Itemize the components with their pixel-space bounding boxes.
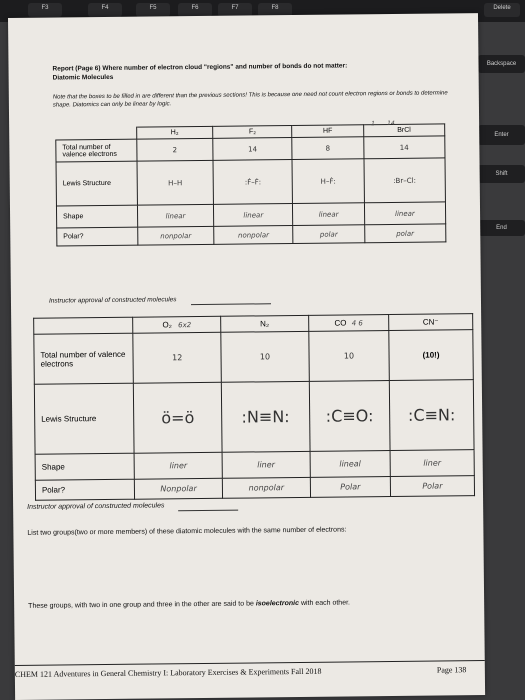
shift-key: Shift bbox=[478, 165, 525, 183]
answer-cell[interactable]: polar bbox=[364, 224, 446, 243]
answer-cell[interactable]: Polar bbox=[310, 477, 390, 498]
answer-cell[interactable]: 8 bbox=[292, 137, 363, 160]
corner-cell bbox=[56, 127, 137, 140]
end-key: End bbox=[478, 220, 525, 236]
instructions-note: Note that the boxes to be filled in are different than the previous sections! This is because one need not count electron regions or bonds to determine shape. Diatomics can only be linear by logic. bbox=[52, 90, 448, 109]
backspace-key: Backspace bbox=[478, 55, 525, 73]
worksheet-page bbox=[8, 13, 485, 700]
answer-cell[interactable]: 14 bbox=[363, 136, 445, 159]
approval-signature-line-1 bbox=[191, 303, 271, 305]
answer-cell[interactable]: linear bbox=[293, 203, 364, 226]
answer-cell[interactable]: liner bbox=[134, 452, 222, 479]
answer-cell[interactable]: :Br–Cl: bbox=[364, 158, 446, 203]
row-label-shape: Shape bbox=[35, 453, 135, 480]
f5-key: F5 bbox=[136, 3, 170, 17]
answer-cell[interactable]: ö=ö bbox=[134, 382, 222, 453]
col-header-co bbox=[308, 315, 388, 332]
f3-key: F3 bbox=[28, 3, 62, 17]
f6-key: F6 bbox=[178, 3, 212, 17]
row-label-lewis: Lewis Structure bbox=[56, 161, 137, 206]
hf-margin-mark: 1 bbox=[371, 120, 375, 128]
co-note: 4 6 bbox=[351, 319, 363, 328]
answer-cell[interactable]: H–Ḟ: bbox=[292, 159, 364, 204]
answer-cell[interactable]: :N≡N: bbox=[221, 381, 310, 452]
answer-cell[interactable]: linear bbox=[137, 204, 214, 227]
enter-key: Enter bbox=[478, 125, 525, 145]
answer-cell[interactable]: linear bbox=[214, 204, 294, 227]
answer-cell[interactable]: nonpolar bbox=[214, 226, 293, 245]
row-label-lewis: Lewis Structure bbox=[34, 383, 134, 454]
o2-note: 6x2 bbox=[178, 321, 192, 330]
answer-cell[interactable]: nonpolar bbox=[222, 477, 310, 498]
footer-rule bbox=[15, 660, 485, 666]
diatomic-table-1 bbox=[55, 123, 446, 246]
isoelectronic-question: List two groups(two or more members) of these diatomic molecules with the same number of electrons: bbox=[27, 526, 347, 537]
row-label-polar: Polar? bbox=[57, 227, 138, 246]
answer-cell[interactable]: linear bbox=[364, 202, 446, 225]
approval-signature-line-2 bbox=[178, 510, 238, 512]
footer-course: CHEM 121 Adventures in General Chemistry I: Laboratory Exercises & Experiments Fall 2018 bbox=[14, 666, 322, 679]
answer-cell[interactable]: (10!) bbox=[389, 330, 474, 381]
report-title: Report (Page 6) Where number of electron cloud "regions" and number of bonds do not matter: bbox=[52, 62, 348, 73]
col-header-co-label: CO bbox=[334, 318, 347, 328]
answer-cell[interactable]: polar bbox=[293, 225, 364, 244]
row-label-valence: Total number of valence electrons bbox=[56, 139, 137, 162]
answer-cell[interactable]: 2 bbox=[137, 138, 214, 161]
answer-cell[interactable]: 10 bbox=[309, 331, 390, 382]
answer-cell[interactable]: liner bbox=[222, 451, 310, 478]
col-header-hf: HF bbox=[292, 125, 363, 138]
col-header-f2: F₂ bbox=[213, 126, 292, 139]
isoelectronic-statement bbox=[28, 598, 488, 610]
col-header-o2-label: O₂ bbox=[162, 320, 172, 330]
f4-key: F4 bbox=[88, 3, 122, 17]
f8-key: F8 bbox=[258, 3, 292, 17]
section-subtitle: Diatomic Molecules bbox=[52, 73, 114, 82]
diatomic-table-2 bbox=[33, 313, 475, 501]
answer-cell[interactable]: :C≡N: bbox=[389, 380, 474, 451]
answer-cell[interactable]: 10 bbox=[221, 331, 309, 382]
row-label-valence: Total number of valence electrons bbox=[34, 333, 134, 384]
statement-suffix: with each other. bbox=[298, 599, 351, 607]
statement-prefix: These groups, with two in one group and three in the other are said to be bbox=[28, 600, 256, 610]
col-header-o2 bbox=[133, 316, 221, 333]
answer-cell[interactable]: 14 bbox=[213, 138, 293, 161]
col-header-h2: H₂ bbox=[136, 126, 212, 139]
approval-label-1: Instructor approval of constructed molecules bbox=[48, 296, 177, 305]
answer-cell[interactable]: nonpolar bbox=[137, 226, 213, 245]
f7-key: F7 bbox=[218, 3, 252, 17]
instructor-approval-2: Instructor approval of constructed molecules bbox=[27, 502, 165, 511]
brcl-margin-mark: 14 bbox=[387, 119, 395, 128]
answer-cell[interactable]: liner bbox=[390, 450, 474, 477]
answer-cell[interactable]: H–H bbox=[137, 160, 214, 205]
col-header-cn: CN⁻ bbox=[389, 314, 473, 331]
answer-cell[interactable]: 12 bbox=[133, 332, 221, 383]
instructor-approval-1 bbox=[49, 296, 177, 304]
footer-page-number: Page 138 bbox=[436, 665, 467, 675]
delete-key: Delete bbox=[484, 3, 520, 17]
answer-cell[interactable]: lineal bbox=[310, 451, 390, 478]
corner-cell bbox=[34, 317, 133, 334]
answer-cell[interactable]: :C≡O: bbox=[309, 381, 390, 452]
col-header-brcl: BrCl bbox=[363, 124, 444, 137]
answer-cell[interactable]: Polar bbox=[390, 476, 474, 497]
row-label-polar: Polar? bbox=[35, 479, 135, 500]
col-header-n2: N₂ bbox=[221, 315, 309, 332]
isoelectronic-term: isoelectronic bbox=[255, 599, 300, 608]
row-label-shape: Shape bbox=[56, 205, 137, 228]
answer-cell[interactable]: :Ḟ–Ḟ: bbox=[213, 160, 293, 205]
answer-cell[interactable]: Nonpolar bbox=[135, 478, 223, 499]
